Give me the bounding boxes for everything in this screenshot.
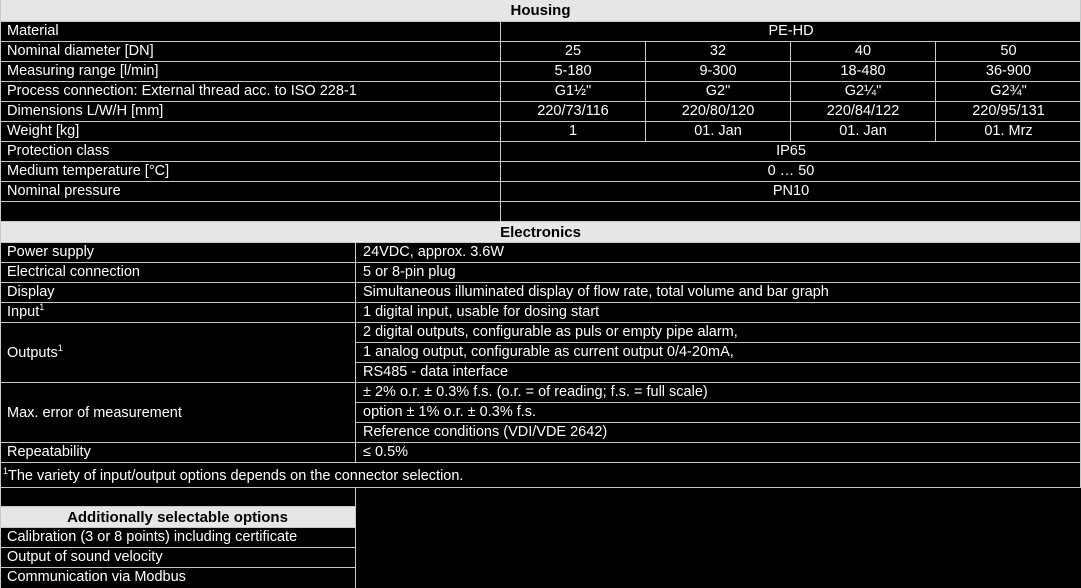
row-label-measuring-range: Measuring range [l/min] xyxy=(0,62,501,82)
row-label-power-supply: Power supply xyxy=(0,243,356,263)
value-thread-32: G2" xyxy=(646,82,791,102)
options-header: Additionally selectable options xyxy=(0,507,356,528)
row-label-max-error: Max. error of measurement xyxy=(0,383,356,443)
value-dn-25: 25 xyxy=(501,42,646,62)
row-label-nominal-diameter: Nominal diameter [DN] xyxy=(0,42,501,62)
value-display: Simultaneous illuminated display of flow rate, total volume and bar graph xyxy=(356,283,1081,303)
electronics-header: Electronics xyxy=(0,222,1081,243)
row-label-electrical-connection: Electrical connection xyxy=(0,263,356,283)
value-max-error-line-3: Reference conditions (VDI/VDE 2642) xyxy=(356,423,1081,443)
spacer-cell-right xyxy=(501,202,1081,222)
row-label-dimensions: Dimensions L/W/H [mm] xyxy=(0,102,501,122)
option-item-modbus: Communication via Modbus xyxy=(0,568,356,588)
value-input: 1 digital input, usable for dosing start xyxy=(356,303,1081,323)
housing-header: Housing xyxy=(0,0,1081,22)
value-weight-40: 01. Jan xyxy=(791,122,936,142)
footnote xyxy=(0,463,1081,488)
value-dn-50: 50 xyxy=(936,42,1081,62)
value-range-25: 5-180 xyxy=(501,62,646,82)
row-label-process-connection: Process connection: External thread acc. to ISO 228-1 xyxy=(0,82,501,102)
value-weight-50: 01. Mrz xyxy=(936,122,1081,142)
footnote-mark: 1 xyxy=(3,466,9,476)
outputs-footnote-mark: 1 xyxy=(57,343,63,353)
value-power-supply: 24VDC, approx. 3.6W xyxy=(356,243,1081,263)
row-label-repeatability: Repeatability xyxy=(0,443,356,463)
value-weight-32: 01. Jan xyxy=(646,122,791,142)
outputs-label-text: Outputs xyxy=(7,345,58,361)
value-outputs-line-2: 1 analog output, configurable as current output 0/4-20mA, xyxy=(356,343,1081,363)
value-weight-25: 1 xyxy=(501,122,646,142)
value-outputs-line-3: RS485 - data interface xyxy=(356,363,1081,383)
value-nominal-pressure: PN10 xyxy=(501,182,1081,202)
value-dims-25: 220/73/116 xyxy=(501,102,646,122)
input-footnote-mark: 1 xyxy=(39,303,45,312)
value-dn-32: 32 xyxy=(646,42,791,62)
value-dims-32: 220/80/120 xyxy=(646,102,791,122)
value-max-error-line-2: option ± 1% o.r. ± 0.3% f.s. xyxy=(356,403,1081,423)
value-repeatability: ≤ 0.5% xyxy=(356,443,1081,463)
option-item-calibration: Calibration (3 or 8 points) including certificate xyxy=(0,528,356,548)
value-outputs-line-1: 2 digital outputs, configurable as puls or empty pipe alarm, xyxy=(356,323,1081,343)
value-material: PE-HD xyxy=(501,22,1081,42)
value-range-40: 18-480 xyxy=(791,62,936,82)
row-label-medium-temperature: Medium temperature [°C] xyxy=(0,162,501,182)
spacer-cell-left xyxy=(0,202,501,222)
spacer-cell-footnote xyxy=(0,488,356,507)
value-thread-50: G2¾" xyxy=(936,82,1081,102)
footnote-text: The variety of input/output options depends on the connector selection. xyxy=(8,468,464,484)
value-electrical-connection: 5 or 8-pin plug xyxy=(356,263,1081,283)
value-thread-25: G1½" xyxy=(501,82,646,102)
row-label-display: Display xyxy=(0,283,356,303)
value-dn-40: 40 xyxy=(791,42,936,62)
row-label-nominal-pressure: Nominal pressure xyxy=(0,182,501,202)
table-left-border xyxy=(0,0,1,588)
value-medium-temperature: 0 … 50 xyxy=(501,162,1081,182)
value-dims-50: 220/95/131 xyxy=(936,102,1081,122)
value-protection-class: IP65 xyxy=(501,142,1081,162)
value-range-50: 36-900 xyxy=(936,62,1081,82)
value-range-32: 9-300 xyxy=(646,62,791,82)
value-thread-40: G2¼" xyxy=(791,82,936,102)
row-label-material: Material xyxy=(0,22,501,42)
row-label-input xyxy=(0,303,356,323)
row-label-protection-class: Protection class xyxy=(0,142,501,162)
input-label-text: Input xyxy=(7,304,40,320)
value-dims-40: 220/84/122 xyxy=(791,102,936,122)
option-item-sound-velocity: Output of sound velocity xyxy=(0,548,356,568)
row-label-weight: Weight [kg] xyxy=(0,122,501,142)
value-max-error-line-1: ± 2% o.r. ± 0.3% f.s. (o.r. = of reading; f.s. = full scale) xyxy=(356,383,1081,403)
row-label-outputs xyxy=(0,323,356,383)
